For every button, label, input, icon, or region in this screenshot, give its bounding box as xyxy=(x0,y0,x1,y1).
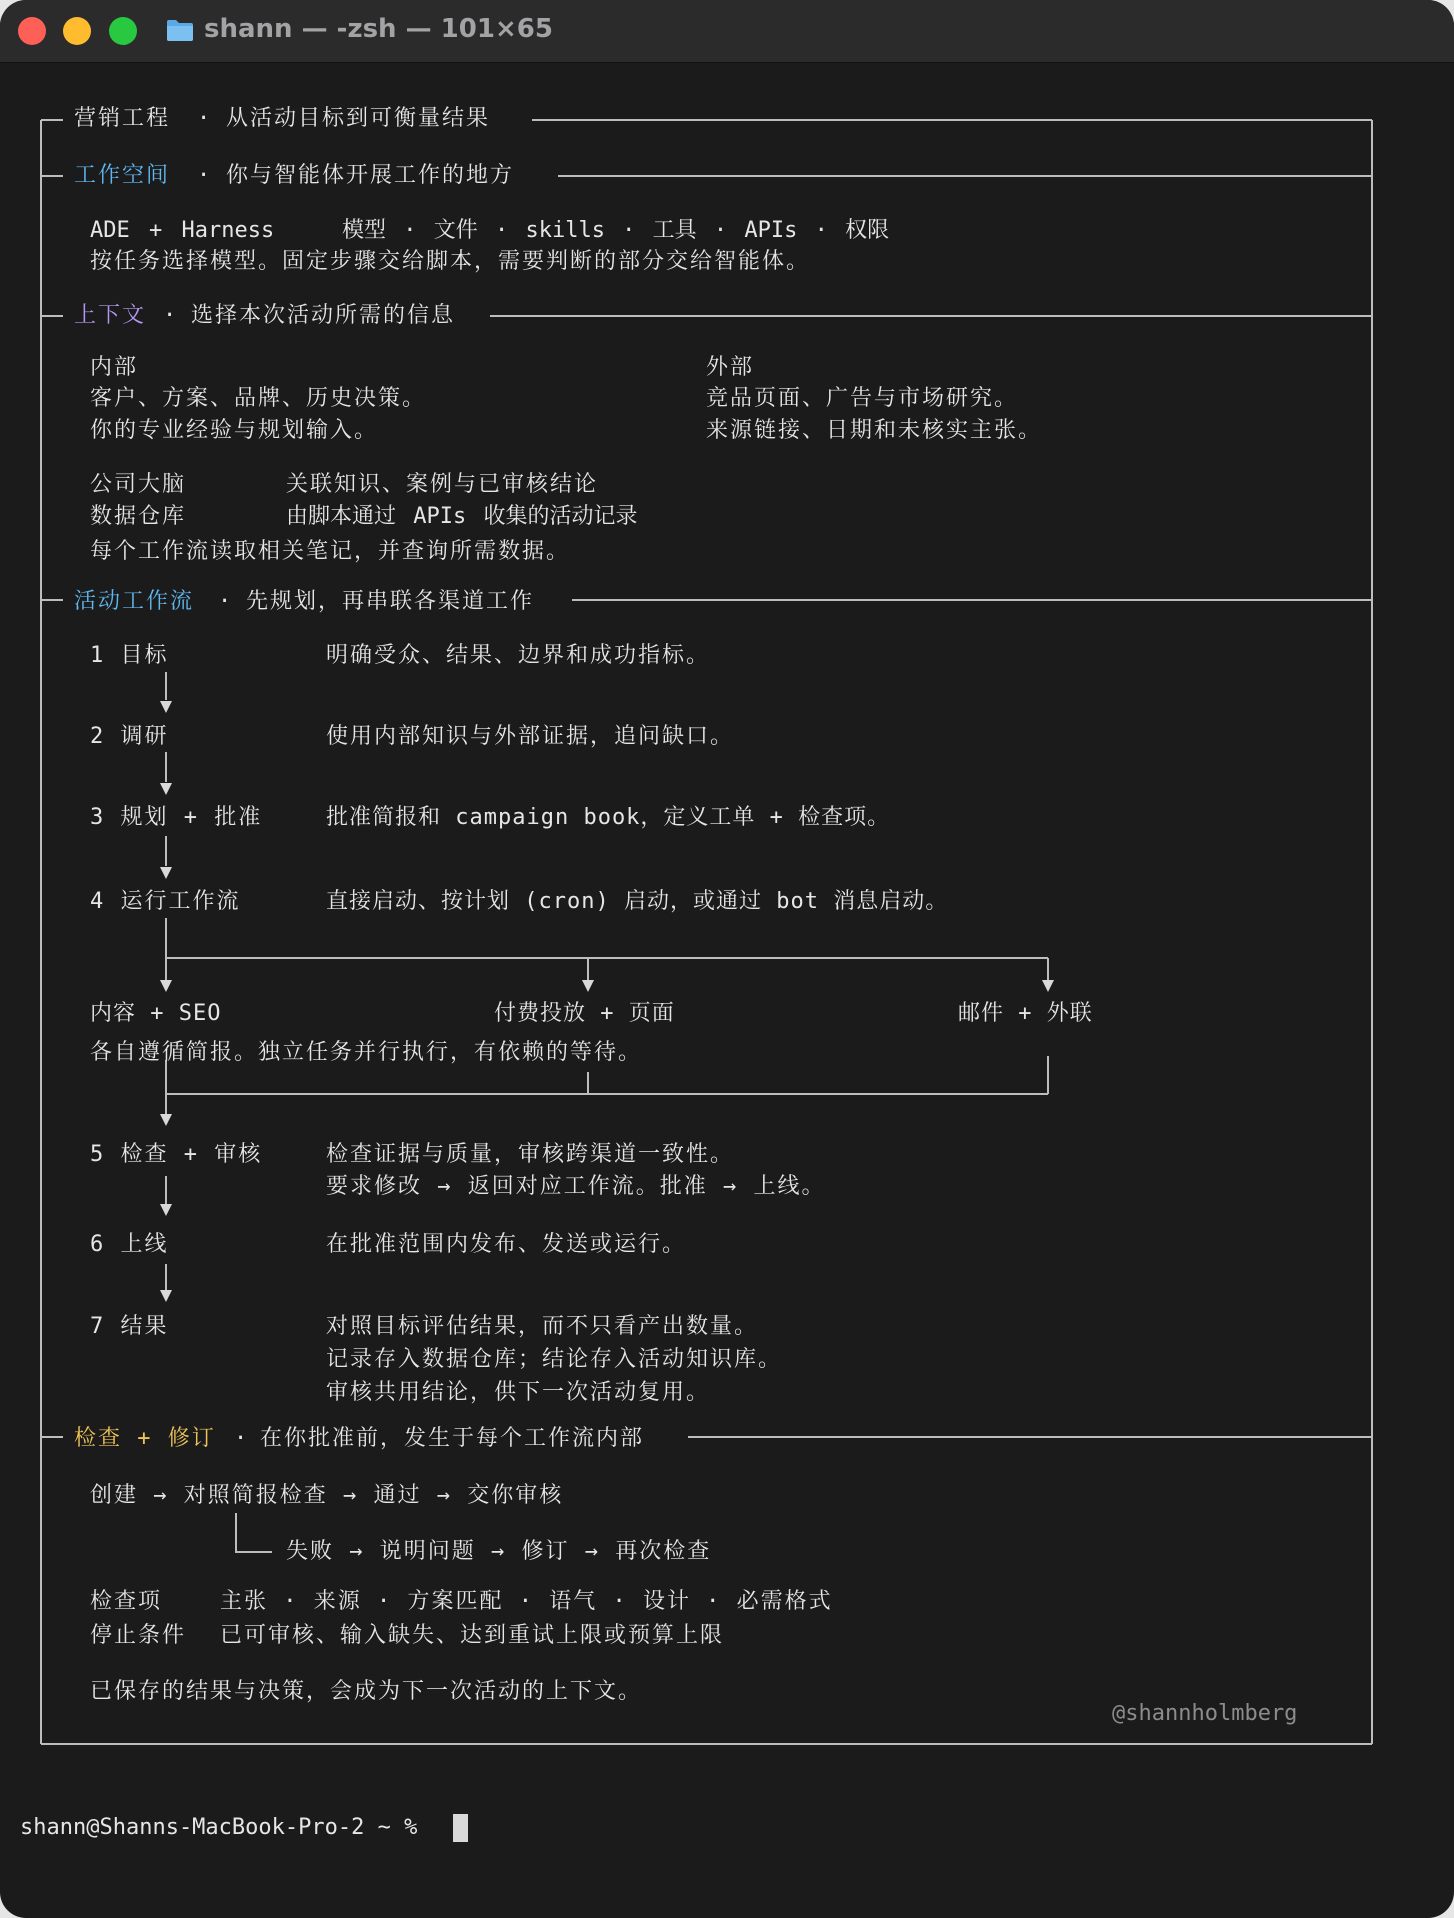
header-title: 营销工程 xyxy=(74,106,171,131)
workspace-separator: · xyxy=(197,163,211,188)
internal-line-2: 你的专业经验与规划输入。 xyxy=(90,418,379,443)
internal-line-1: 客户、方案、品牌、历史决策。 xyxy=(90,386,427,411)
arrow-to-step-3 xyxy=(160,783,172,795)
arrow-to-content xyxy=(160,980,172,992)
step-5-desc-2: 要求修改 → 返回对应工作流。批准 → 上线。 xyxy=(326,1174,826,1199)
external-title: 外部 xyxy=(706,355,755,380)
step-2-desc: 使用内部知识与外部证据，追问缺口。 xyxy=(326,724,735,749)
fail-branch-line xyxy=(236,1513,272,1552)
step-6-desc: 在批准范围内发布、发送或运行。 xyxy=(326,1232,687,1257)
review-pass-flow: 创建 → 对照简报检查 → 通过 → 交你审核 xyxy=(90,1483,564,1508)
step-3-desc: 批准简报和 campaign book，定义工单 + 检查项。 xyxy=(326,805,891,830)
checks-value: 主张 · 来源 · 方案匹配 · 语气 · 设计 · 必需格式 xyxy=(220,1589,833,1614)
data-warehouse-label: 数据仓库 xyxy=(90,504,187,529)
shell-prompt: shann@Shanns-MacBook-Pro-2 ~ % xyxy=(20,1815,418,1840)
step-7-label: 7 结果 xyxy=(90,1314,169,1339)
checks-label: 检查项 xyxy=(90,1589,163,1614)
branch-paid-pages: 付费投放 + 页面 xyxy=(494,1001,675,1026)
workflow-separator: · xyxy=(218,589,232,614)
arrow-to-email xyxy=(1042,980,1054,992)
arrow-to-step-7 xyxy=(160,1290,172,1302)
branch-email-outreach: 邮件 + 外联 xyxy=(958,1001,1093,1026)
arrow-to-paid xyxy=(582,980,594,992)
review-heading: 检查 + 修订 xyxy=(74,1426,216,1451)
step-4-desc: 直接启动、按计划 (cron) 启动，或通过 bot 消息启动。 xyxy=(326,889,949,914)
header-separator: · xyxy=(197,106,211,131)
branch-content-seo: 内容 + SEO xyxy=(90,1001,222,1026)
closing-note: 已保存的结果与决策，会成为下一次活动的上下文。 xyxy=(90,1679,643,1704)
arrow-to-step-2 xyxy=(160,701,172,713)
step-6-label: 6 上线 xyxy=(90,1232,169,1257)
context-separator: · xyxy=(163,303,177,328)
step-5-desc-1: 检查证据与质量，审核跨渠道一致性。 xyxy=(326,1142,735,1167)
step-2-label: 2 调研 xyxy=(90,724,169,749)
context-note: 每个工作流读取相关笔记，并查询所需数据。 xyxy=(90,539,571,564)
stop-value: 已可审核、输入缺失、达到重试上限或预算上限 xyxy=(220,1623,725,1648)
review-desc: 在你批准前，发生于每个工作流内部 xyxy=(260,1426,645,1451)
arrow-to-step-5 xyxy=(160,1114,172,1126)
step-3-label: 3 规划 + 批准 xyxy=(90,805,263,830)
watermark: @shannholmberg xyxy=(1112,1701,1298,1726)
review-separator: · xyxy=(234,1426,248,1451)
parallel-note: 各自遵循简报。独立任务并行执行，有依赖的等待。 xyxy=(90,1040,643,1065)
step-7-desc-3: 审核共用结论，供下一次活动复用。 xyxy=(326,1380,711,1405)
arrow-to-step-6 xyxy=(160,1204,172,1216)
internal-title: 内部 xyxy=(90,355,139,380)
step-1-desc: 明确受众、结果、边界和成功指标。 xyxy=(326,643,711,668)
step-5-label: 5 检查 + 审核 xyxy=(90,1142,263,1167)
workflow-heading: 活动工作流 xyxy=(74,589,195,614)
workflow-desc: 先规划，再串联各渠道工作 xyxy=(246,589,535,614)
workspace-note: 按任务选择模型。固定步骤交给脚本，需要判断的部分交给智能体。 xyxy=(90,249,811,274)
context-desc: 选择本次活动所需的信息 xyxy=(191,303,456,328)
workspace-desc: 你与智能体开展工作的地方 xyxy=(226,163,515,188)
arrow-to-step-4 xyxy=(160,867,172,879)
workspace-components: 模型 · 文件 · skills · 工具 · APIs · 权限 xyxy=(342,218,890,243)
context-heading: 上下文 xyxy=(74,303,147,328)
external-line-1: 竞品页面、广告与市场研究。 xyxy=(706,386,1019,411)
step-7-desc-1: 对照目标评估结果，而不只看产出数量。 xyxy=(326,1314,759,1339)
company-brain-label: 公司大脑 xyxy=(90,472,187,497)
text-cursor[interactable] xyxy=(453,1814,468,1842)
step-7-desc-2: 记录存入数据仓库；结论存入活动知识库。 xyxy=(326,1347,783,1372)
workspace-tools: ADE + Harness xyxy=(90,218,275,243)
stop-label: 停止条件 xyxy=(90,1623,187,1648)
review-fail-flow: 失败 → 说明问题 → 修订 → 再次检查 xyxy=(286,1539,712,1564)
step-4-label: 4 运行工作流 xyxy=(90,889,241,914)
window-title: shann — -zsh — 101×65 xyxy=(204,14,553,44)
external-line-2: 来源链接、日期和未核实主张。 xyxy=(706,418,1043,443)
workspace-heading: 工作空间 xyxy=(74,163,171,188)
data-warehouse-value: 由脚本通过 APIs 收集的活动记录 xyxy=(286,504,638,529)
company-brain-value: 关联知识、案例与已审核结论 xyxy=(286,472,599,497)
step-1-label: 1 目标 xyxy=(90,643,169,668)
header-subtitle: 从活动目标到可衡量结果 xyxy=(226,106,491,131)
